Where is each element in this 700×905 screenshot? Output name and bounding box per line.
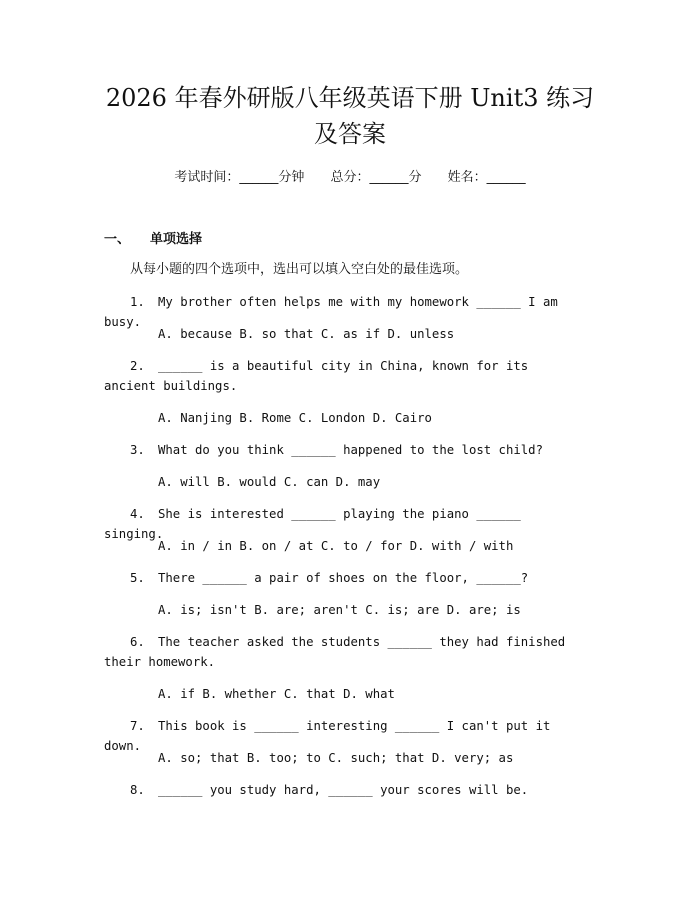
question-6-options: A. if B. whether C. that D. what	[158, 687, 395, 701]
question-number: 3.	[130, 443, 145, 457]
question-text: My brother often helps me with my homework ______ I am busy.	[104, 295, 558, 329]
question-number: 5.	[130, 571, 145, 585]
question-6	[104, 632, 584, 672]
section-title: 单项选择	[150, 232, 203, 247]
question-text: ______ is a beautiful city in China, known for its ancient buildings.	[104, 359, 529, 393]
question-3-options: A. will B. would C. can D. may	[158, 475, 381, 489]
title-line-1: 2026 年春外研版八年级英语下册 Unit3 练习	[105, 84, 595, 112]
question-number: 6.	[130, 635, 145, 649]
section-instruction: 从每小题的四个选项中，选出可以填入空白处的最佳选项。	[130, 262, 469, 277]
question-5-options: A. is; isn't B. are; aren't C. is; are D. are; is	[158, 603, 521, 617]
exam-info	[0, 168, 700, 188]
question-5	[104, 568, 584, 588]
question-2-options: A. Nanjing B. Rome C. London D. Cairo	[158, 411, 432, 425]
question-text: This book is ______ interesting ______ I can't put it down.	[104, 719, 551, 753]
question-number: 2.	[130, 359, 145, 373]
question-7-options: A. so; that B. too; to C. such; that D. very; as	[158, 751, 514, 765]
question-number: 8.	[130, 783, 145, 797]
document-title	[60, 80, 640, 152]
question-text: The teacher asked the students ______ they had finished their homework.	[104, 635, 566, 669]
question-text: ______ you study hard, ______ your scores will be.	[158, 783, 529, 797]
exam-time: 考试时间：______分钟	[174, 170, 305, 185]
section-number: 一、	[104, 232, 131, 247]
question-number: 4.	[130, 507, 145, 521]
question-text: What do you think ______ happened to the lost child?	[158, 443, 543, 457]
question-1-options: A. because B. so that C. as if D. unless	[158, 327, 455, 341]
title-line-2: 及答案	[314, 120, 386, 148]
question-2	[104, 356, 584, 396]
question-number: 7.	[130, 719, 145, 733]
question-8	[104, 780, 584, 800]
exam-score: 总分：______分	[330, 170, 422, 185]
question-text: There ______ a pair of shoes on the floor, ______?	[158, 571, 529, 585]
question-4-options: A. in / in B. on / at C. to / for D. with / with	[158, 539, 514, 553]
question-3	[104, 440, 584, 460]
exam-name: 姓名：______	[447, 170, 526, 185]
question-number: 1.	[130, 295, 145, 309]
section-heading	[104, 230, 202, 250]
question-text: She is interested ______ playing the piano ______ singing.	[104, 507, 521, 541]
